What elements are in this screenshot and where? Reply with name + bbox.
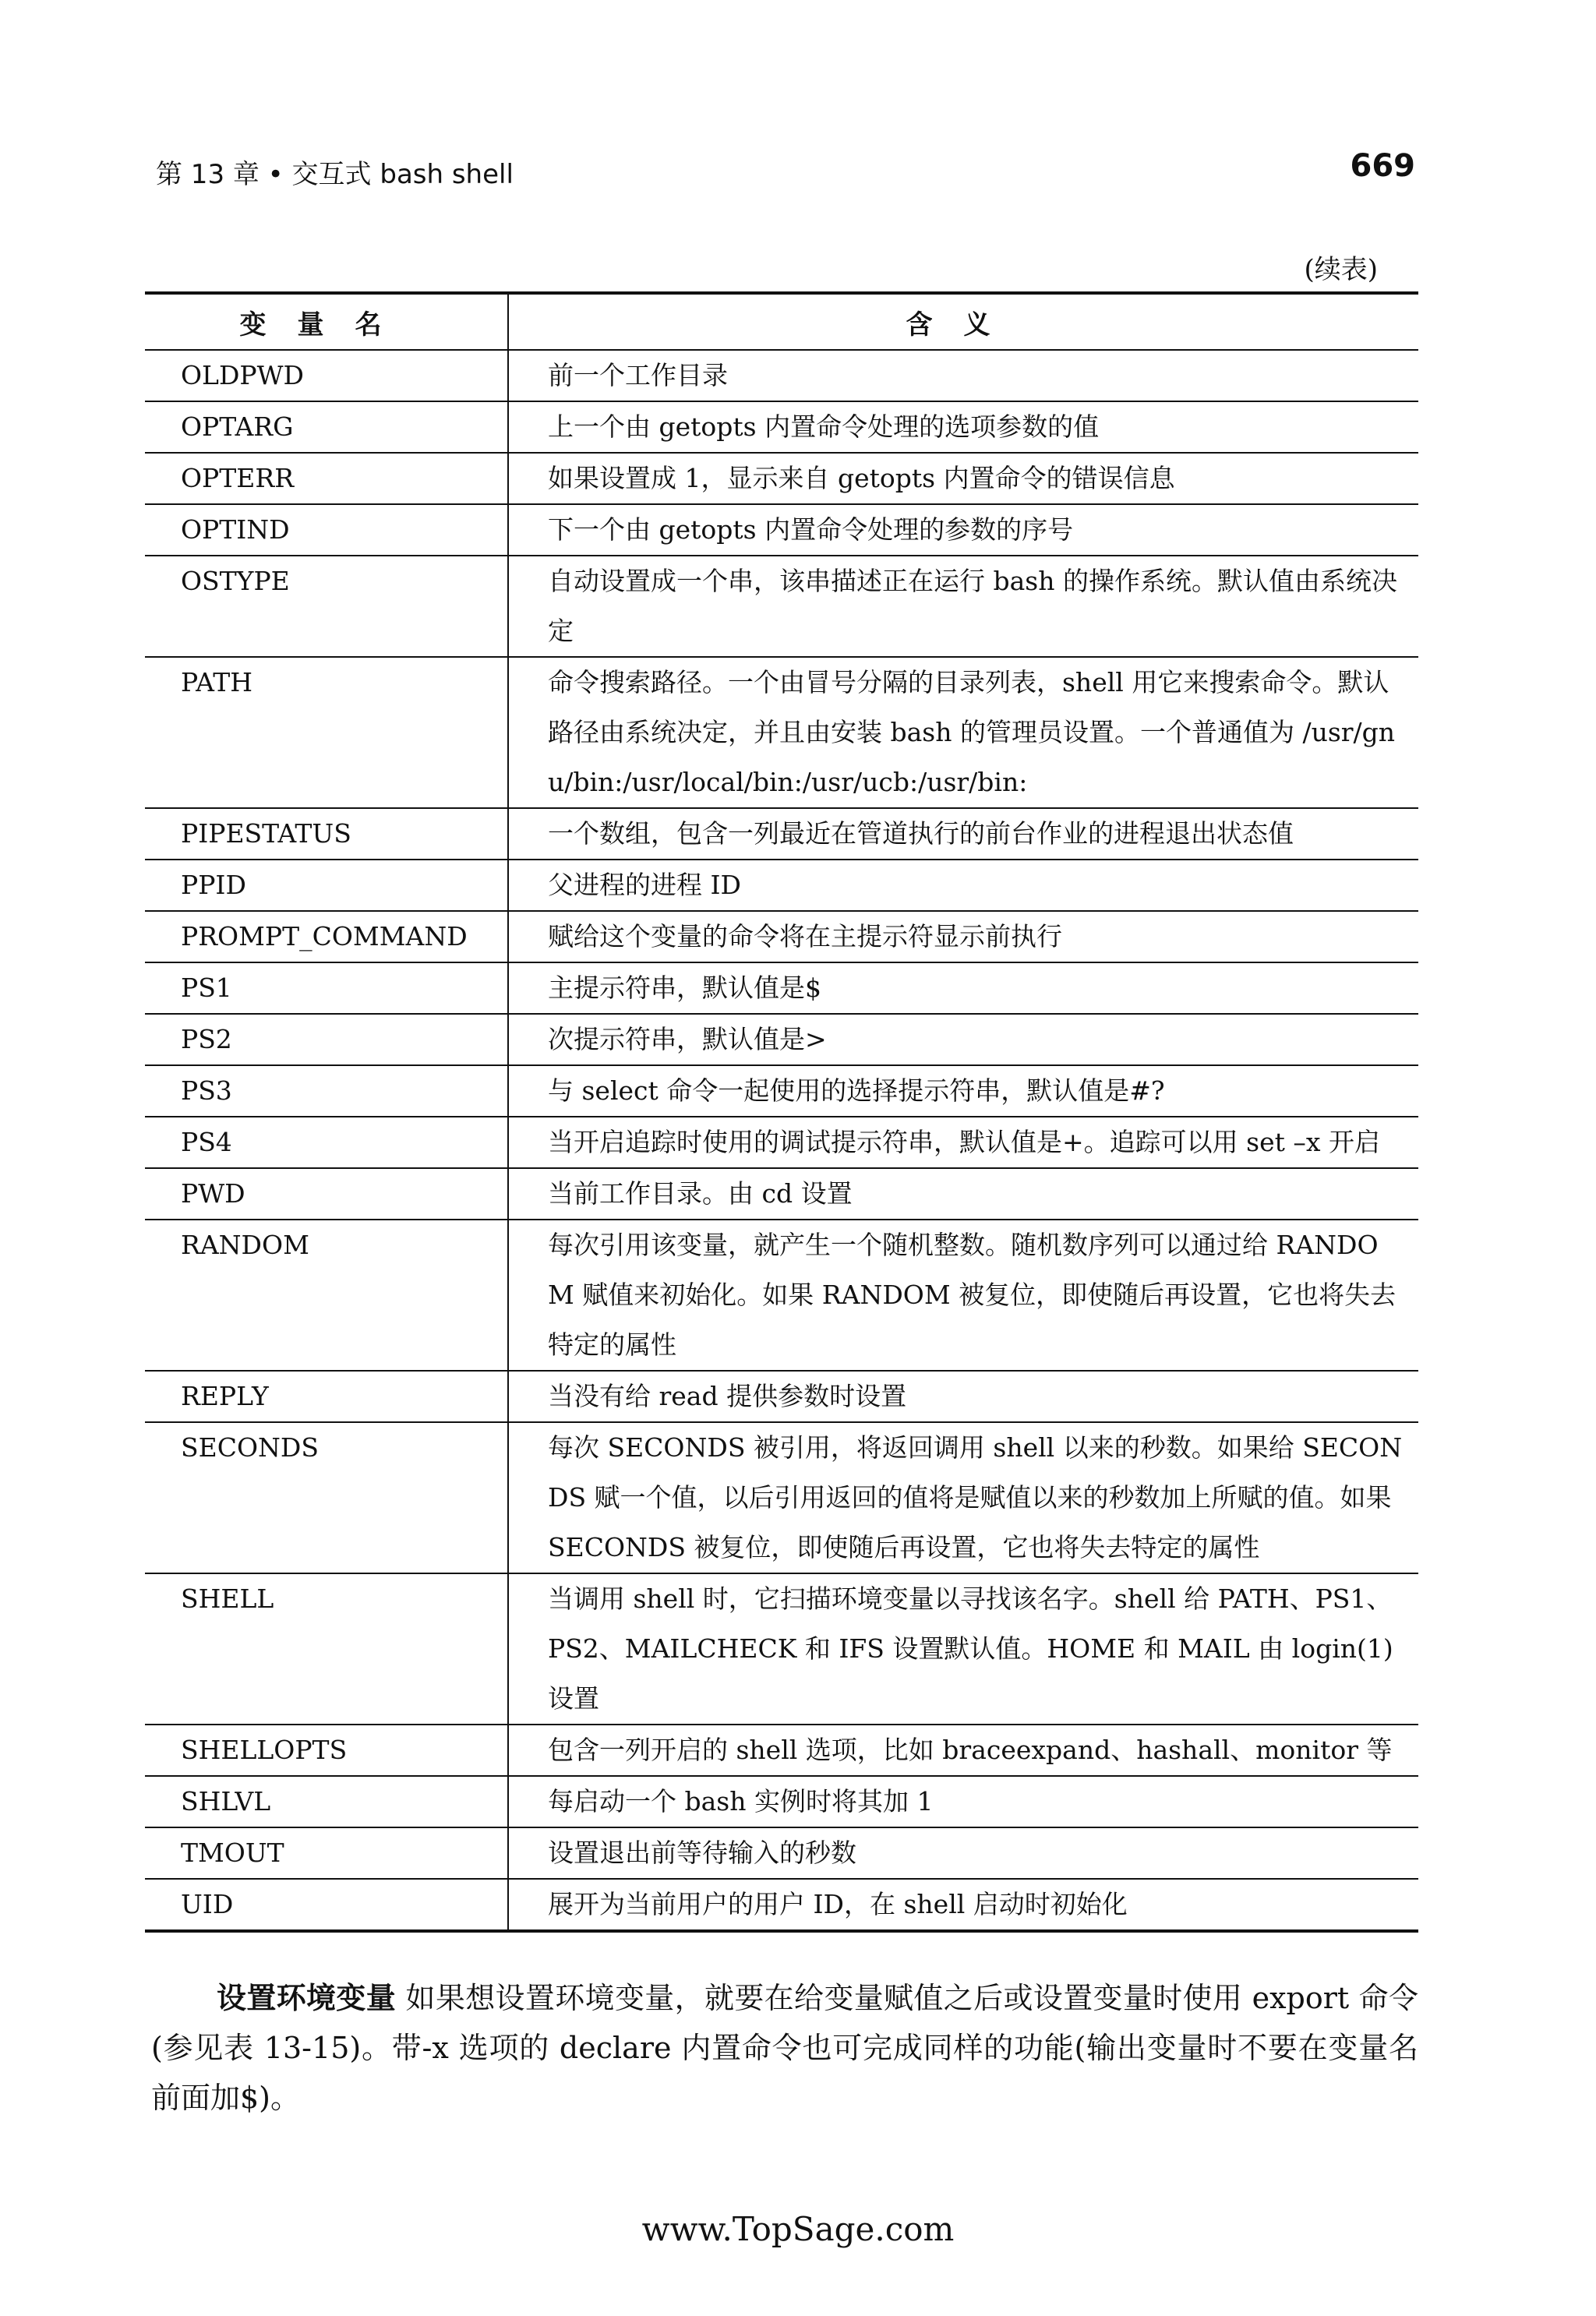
table-row <box>145 1117 1418 1168</box>
variable-meaning-cell: 赋给这个变量的命令将在主提示符显示前执行 <box>508 911 1418 962</box>
body-paragraph <box>151 1973 1418 2123</box>
table-row <box>145 962 1418 1014</box>
table-row <box>145 911 1418 962</box>
table-row <box>145 860 1418 911</box>
variable-name-cell: OPTARG <box>145 401 508 453</box>
table-continued-label: (续表) <box>1304 254 1378 285</box>
variable-meaning-cell: 次提示符串，默认值是> <box>508 1014 1418 1065</box>
footer-url: www.TopSage.com <box>641 2210 955 2248</box>
table-row <box>145 401 1418 453</box>
variable-name-cell: OLDPWD <box>145 350 508 401</box>
column-header-meaning: 含义 <box>508 293 1418 350</box>
variable-meaning-cell: 父进程的进程 ID <box>508 860 1418 911</box>
variable-meaning-cell: 当调用 shell 时，它扫描环境变量以寻找该名字。shell 给 PATH、PS1、PS2、MAILCHECK 和 IFS 设置默认值。HOME 和 MAIL 由 login(1)设置 <box>508 1573 1418 1725</box>
table-row <box>145 1827 1418 1879</box>
variable-meaning-cell: 上一个由 getopts 内置命令处理的选项参数的值 <box>508 401 1418 453</box>
variable-name-cell: PS3 <box>145 1065 508 1117</box>
variable-meaning-cell: 当没有给 read 提供参数时设置 <box>508 1371 1418 1422</box>
table-row <box>145 1879 1418 1931</box>
run-in-title: 设置环境变量 <box>217 1981 397 2015</box>
table-row <box>145 1371 1418 1422</box>
variable-meaning-cell: 当前工作目录。由 cd 设置 <box>508 1168 1418 1220</box>
table-row <box>145 1014 1418 1065</box>
table-header-row <box>145 293 1418 350</box>
variable-meaning-cell: 设置退出前等待输入的秒数 <box>508 1827 1418 1879</box>
table-body <box>145 350 1418 1931</box>
variable-name-cell: PATH <box>145 657 508 808</box>
running-head: 第 13 章 • 交互式 bash shell <box>156 159 514 190</box>
variable-meaning-cell: 前一个工作目录 <box>508 350 1418 401</box>
variable-meaning-cell: 每次 SECONDS 被引用，将返回调用 shell 以来的秒数。如果给 SECONDS 赋一个值，以后引用返回的值将是赋值以来的秒数加上所赋的值。如果 SECONDS 被复位，即使随后再设置，它也将失去特定的属性 <box>508 1422 1418 1573</box>
variable-name-cell: PROMPT_COMMAND <box>145 911 508 962</box>
paragraph-spacer <box>396 1981 405 2015</box>
table-row <box>145 350 1418 401</box>
variable-meaning-cell: 展开为当前用户的用户 ID，在 shell 启动时初始化 <box>508 1879 1418 1931</box>
page-number: 669 <box>1350 148 1415 184</box>
variable-name-cell: RANDOM <box>145 1220 508 1371</box>
column-header-variable-name: 变量名 <box>145 293 508 350</box>
table-row <box>145 1422 1418 1573</box>
variable-meaning-cell: 下一个由 getopts 内置命令处理的参数的序号 <box>508 504 1418 556</box>
table-row <box>145 1776 1418 1827</box>
table-row <box>145 504 1418 556</box>
variable-meaning-cell: 命令搜索路径。一个由冒号分隔的目录列表，shell 用它来搜索命令。默认路径由系统决定，并且由安装 bash 的管理员设置。一个普通值为 /usr/gnu/bin:/usr/local/bin:/usr/ucb:/usr/bin: <box>508 657 1418 808</box>
variable-meaning-cell: 每启动一个 bash 实例时将其加 1 <box>508 1776 1418 1827</box>
table-row <box>145 657 1418 808</box>
variable-meaning-cell: 如果设置成 1，显示来自 getopts 内置命令的错误信息 <box>508 453 1418 504</box>
variable-name-cell: OPTIND <box>145 504 508 556</box>
variable-name-cell: SHELL <box>145 1573 508 1725</box>
table-row <box>145 1573 1418 1725</box>
variable-name-cell: OPTERR <box>145 453 508 504</box>
variable-name-cell: PWD <box>145 1168 508 1220</box>
variable-name-cell: PIPESTATUS <box>145 808 508 860</box>
variable-name-cell: UID <box>145 1879 508 1931</box>
variable-name-cell: PS2 <box>145 1014 508 1065</box>
table-row <box>145 1725 1418 1776</box>
variable-name-cell: REPLY <box>145 1371 508 1422</box>
table-row <box>145 1220 1418 1371</box>
variables-table <box>145 291 1418 1933</box>
table-row <box>145 1168 1418 1220</box>
variable-name-cell: SHELLOPTS <box>145 1725 508 1776</box>
paragraph-text: 如果想设置环境变量，就要在给变量赋值之后或设置变量时使用 export 命令(参见表 13-15)。带-x 选项的 declare 内置命令也可完成同样的功能(输出变量时不要在变量名前面加$)。 <box>151 1981 1418 2115</box>
variable-meaning-cell: 主提示符串，默认值是$ <box>508 962 1418 1014</box>
table-row <box>145 556 1418 657</box>
table-row <box>145 453 1418 504</box>
variable-meaning-cell: 一个数组，包含一列最近在管道执行的前台作业的进程退出状态值 <box>508 808 1418 860</box>
variable-meaning-cell: 每次引用该变量，就产生一个随机整数。随机数序列可以通过给 RANDOM 赋值来初始化。如果 RANDOM 被复位，即使随后再设置，它也将失去特定的属性 <box>508 1220 1418 1371</box>
variable-meaning-cell: 包含一列开启的 shell 选项，比如 braceexpand、hashall、monitor 等 <box>508 1725 1418 1776</box>
variable-name-cell: PPID <box>145 860 508 911</box>
variable-name-cell: PS1 <box>145 962 508 1014</box>
table-row <box>145 1065 1418 1117</box>
table-row <box>145 808 1418 860</box>
variable-name-cell: TMOUT <box>145 1827 508 1879</box>
variable-meaning-cell: 与 select 命令一起使用的选择提示符串，默认值是#? <box>508 1065 1418 1117</box>
variable-name-cell: PS4 <box>145 1117 508 1168</box>
variable-name-cell: OSTYPE <box>145 556 508 657</box>
variable-name-cell: SECONDS <box>145 1422 508 1573</box>
variable-meaning-cell: 当开启追踪时使用的调试提示符串，默认值是+。追踪可以用 set –x 开启 <box>508 1117 1418 1168</box>
variable-name-cell: SHLVL <box>145 1776 508 1827</box>
variable-meaning-cell: 自动设置成一个串，该串描述正在运行 bash 的操作系统。默认值由系统决定 <box>508 556 1418 657</box>
variables-table-container <box>145 291 1418 1933</box>
